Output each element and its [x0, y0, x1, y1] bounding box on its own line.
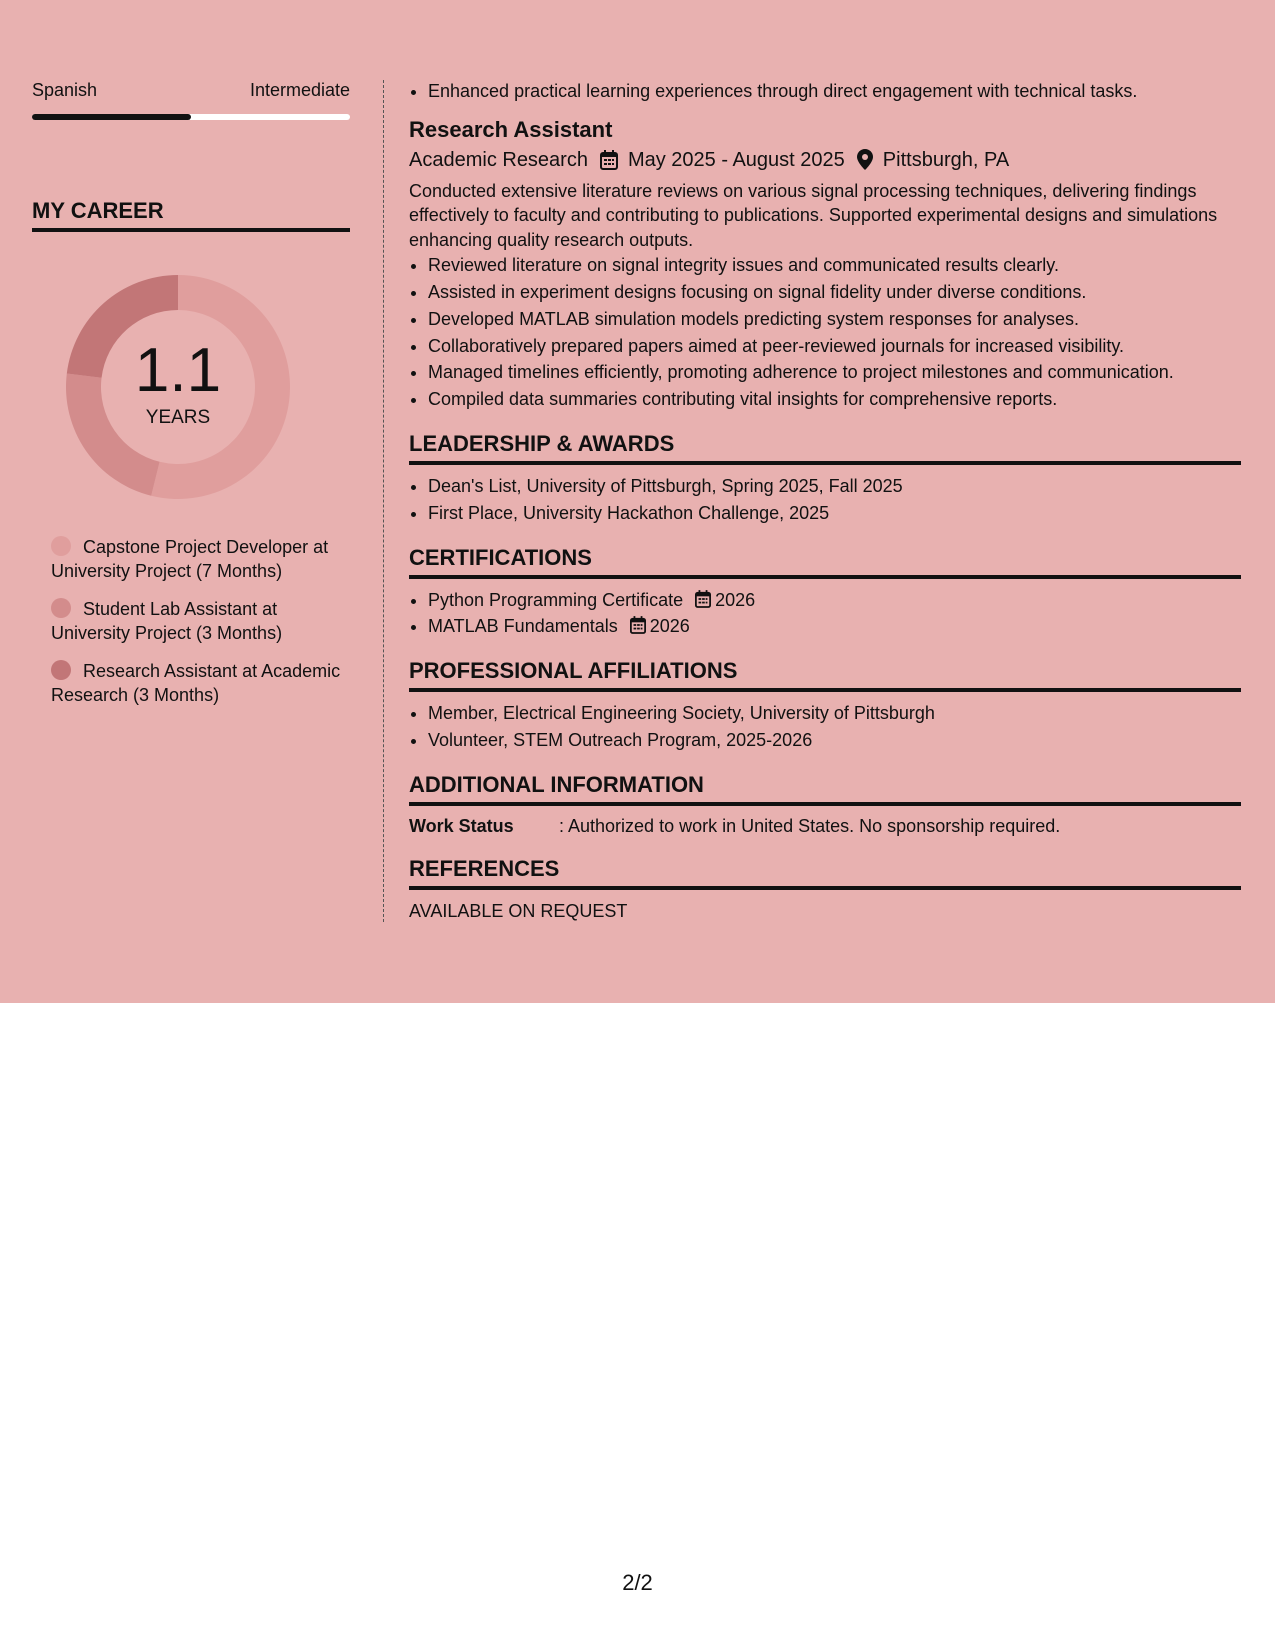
job-location: Pittsburgh, PA — [882, 148, 1010, 171]
work-status-value: : Authorized to work in United States. No sponsorship required. — [559, 815, 1061, 836]
list-item: • Dean's List, University of Pittsburgh, Spring 2025, Fall 2025 — [428, 473, 1241, 500]
legend-label: Capstone Project Developer at University Project (7 Months) — [51, 537, 329, 581]
awards-heading: LEADERSHIP & AWARDS — [409, 431, 1241, 465]
legend-label: Student Lab Assistant at University Project (3 Months) — [51, 599, 283, 643]
list-item: • Volunteer, STEM Outreach Program, 2025-2026 — [428, 727, 1241, 754]
language-row — [32, 80, 350, 104]
job-dates: May 2025 - August 2025 — [627, 148, 845, 171]
page-number: 2/2 — [622, 1570, 653, 1595]
additional-info-heading: ADDITIONAL INFORMATION — [409, 772, 1241, 806]
list-item — [428, 587, 1241, 614]
references-text: AVAILABLE ON REQUEST — [409, 900, 628, 921]
certification-year: 2026 — [715, 589, 756, 610]
language-proficiency-fill — [32, 114, 191, 120]
career-donut-chart — [66, 275, 290, 499]
career-total-value: 1.1 — [134, 336, 222, 405]
certification-name: Python Programming Certificate — [428, 589, 684, 610]
list-item: • Managed timelines efficiently, promoting adherence to project milestones and communication. — [428, 359, 1241, 386]
legend-item — [51, 659, 341, 707]
career-legend — [51, 535, 341, 721]
references-heading: REFERENCES — [409, 856, 1241, 890]
job-meta — [409, 145, 1241, 175]
legend-item — [51, 597, 341, 645]
certifications-section — [409, 545, 1241, 641]
certifications-heading: CERTIFICATIONS — [409, 545, 1241, 579]
work-status-label: Work Status — [409, 815, 514, 836]
calendar-icon — [630, 616, 646, 634]
legend-dot — [51, 660, 71, 680]
career-heading: MY CAREER — [32, 198, 350, 232]
calendar-icon — [600, 150, 618, 170]
certification-name: MATLAB Fundamentals — [428, 616, 618, 637]
legend-dot — [51, 598, 71, 618]
left-column — [32, 80, 350, 705]
right-column — [409, 78, 1241, 924]
list-item: • Reviewed literature on signal integrity issues and communicated results clearly. — [428, 252, 1241, 279]
career-total-unit: YEARS — [145, 407, 211, 428]
job-org: Academic Research — [409, 148, 588, 171]
calendar-icon — [695, 590, 711, 608]
column-divider — [383, 80, 384, 922]
list-item: • Compiled data summaries contributing vital insights for comprehensive reports. — [428, 386, 1241, 413]
affiliations-section — [409, 658, 1241, 754]
legend-dot — [51, 536, 71, 556]
awards-list — [409, 473, 1241, 527]
list-item: • Collaboratively prepared papers aimed at peer-reviewed journals for increased visibility. — [428, 333, 1241, 360]
work-status-row — [409, 814, 1241, 838]
legend-label: Research Assistant at Academic Research (3 Months) — [51, 661, 341, 705]
list-item: • Assisted in experiment designs focusing on signal fidelity under diverse conditions. — [428, 279, 1241, 306]
job-description: Conducted extensive literature reviews on various signal processing techniques, delivering findings effectively to faculty and contributing to publications. Supported experimental designs and simulations enhancing quality research outputs. — [409, 180, 1218, 250]
additional-info-section — [409, 772, 1241, 838]
certifications-list — [409, 587, 1241, 641]
list-item: • First Place, University Hackathon Challenge, 2025 — [428, 500, 1241, 527]
legend-item — [51, 535, 341, 583]
job-bullets — [409, 252, 1241, 413]
language-proficiency-bar — [32, 114, 350, 120]
certification-year: 2026 — [649, 616, 690, 637]
previous-job-bullets — [409, 78, 1241, 105]
affiliations-heading: PROFESSIONAL AFFILIATIONS — [409, 658, 1241, 692]
references-section — [409, 856, 1241, 924]
list-item: • Developed MATLAB simulation models predicting system responses for analyses. — [428, 306, 1241, 333]
awards-section — [409, 431, 1241, 527]
language-name: Spanish — [32, 80, 98, 100]
affiliations-list — [409, 700, 1241, 754]
list-item — [428, 613, 1241, 640]
list-item: • Enhanced practical learning experiences through direct engagement with technical tasks. — [428, 78, 1241, 105]
language-level: Intermediate — [249, 80, 350, 100]
job-title: Research Assistant — [409, 116, 613, 142]
list-item: • Member, Electrical Engineering Society, University of Pittsburgh — [428, 700, 1241, 727]
location-pin-icon — [857, 149, 873, 170]
